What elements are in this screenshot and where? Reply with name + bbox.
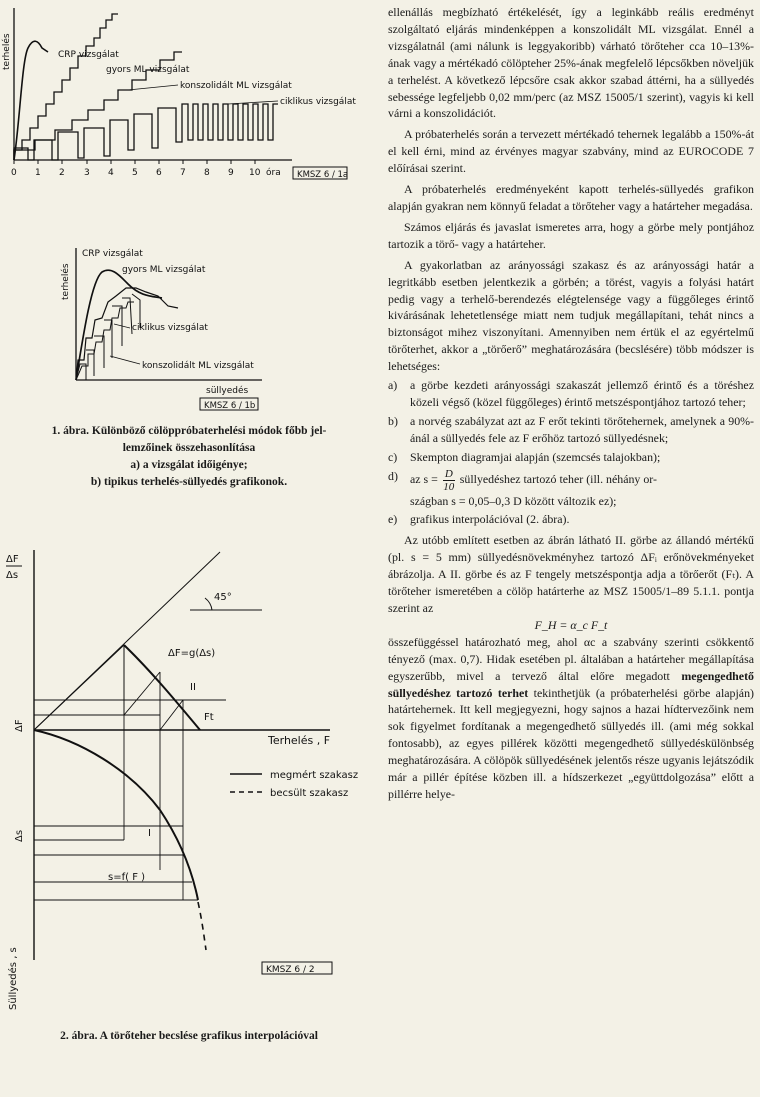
figure-1b-crp-label: CRP vizsgálat: [82, 249, 143, 259]
paragraph-3: A próbaterhelés eredményeként kapott terhelés-süllyedés grafikon alapján gyakran nem könnyű feladat a törőteher vagy a határteher megadása.: [388, 182, 754, 213]
list-item-b: [388, 413, 754, 447]
list-marker-e: e): [388, 512, 398, 527]
paragraph-6: Az utóbb említett esetben az ábrán látható II. görbe az állandó mértékű (pl. s = 5 mm) süllyedésnövekményhez tartozó ΔFᵢ erőnövekményeket ábrázolja. A II. görbe és az F tengely metszéspontja adja a törőerőt (Fₜ). A törőteher ismeretében a cölöp határterhe az MSZ 15005/1–89 5.1.1. pontja szerint az: [388, 533, 754, 615]
x-tick-8: 8: [204, 168, 210, 178]
x-tick-1: 1: [35, 168, 41, 178]
figure-1a-crp-label: CRP vizsgálat: [58, 50, 119, 60]
formula: F_H = α_c F_t: [534, 617, 608, 632]
figure-1a-konszolidalt-label: konszolidált ML vizsgálat: [180, 81, 292, 91]
list-marker-b: b): [388, 413, 398, 428]
x-tick-7: 7: [180, 168, 186, 178]
list-text-e: grafikus interpolációval (2. ábra).: [410, 512, 570, 527]
x-tick-4: 4: [108, 168, 114, 178]
paragraph-7a: összefüggéssel határozható meg, ahol αc a szabvány szerinti csökkentő tényező (max. 0,7). Hidak esetében pl. általában a határteher megállapítása egyszerűbb, mivel a tervező által előre megadott: [388, 634, 754, 683]
figure-1b-konszolidalt-label: konszolidált ML vizsgálat: [142, 361, 254, 371]
figure-2-tag: KMSZ 6 / 2: [266, 965, 315, 975]
figure-2-ylabel-num: ΔF: [6, 554, 19, 565]
list-marker-c: c): [388, 449, 398, 464]
x-tick-2: 2: [59, 168, 65, 178]
list-marker-d: d): [388, 468, 398, 483]
figure-1b-ciklikus-label: ciklikus vizsgálat: [132, 323, 208, 333]
paragraph-7-bold: megengedhető süllyedéshez tartozó terhet: [388, 668, 754, 700]
paragraph-4: Számos eljárás és javaslat ismeretes arra, hogy a görbe mely pontjához tartozik a törő- vagy a határteher.: [388, 219, 754, 251]
fraction-num: D: [444, 467, 453, 480]
list-item-e: [388, 511, 754, 528]
paragraph-7c: tekinthetjük (a próbaterhelési görbe alapján) határtehernek. Itt kell megjegyezni, hogy sajnos a hazai hídtervezőink nem sok figyelmet fordítanak a megengedhető süllyedés ill. (ami még sokkal fontosabb), az egyes pillérek közötti megengedhető süllyedéskülönbség meghatározására. A cölöpök süllyedésének jelentős része ugyanis lejátszódik már a pillér építése közben ill. a hídszerkezet „együttdolgozása” előtt a pillérre helye-: [388, 685, 754, 801]
figure-1b: [0, 240, 378, 450]
list-item-c: [388, 449, 754, 466]
figure-2-angle: 45°: [214, 592, 232, 603]
figure-1b-ylabel: terhelés: [61, 263, 71, 300]
figure-2-ft: Ft: [204, 712, 214, 723]
figure-2-xlabel: Terhelés , F: [268, 734, 331, 747]
figure-1b-gyors-label: gyors ML vizsgálat: [122, 265, 206, 275]
list-text-c: Skempton diagramjai alapján (szemcsés talajokban);: [410, 449, 661, 464]
figure-2-curve-ii: II: [190, 682, 196, 693]
figure-2-func-g: ΔF=g(Δs): [168, 648, 216, 659]
list-item-d: [388, 468, 754, 510]
figure-2-delta-f: ΔF: [14, 719, 25, 732]
list-d-post: süllyedéshez tartozó teher (ill. néhány or-: [459, 471, 657, 486]
x-tick-3: 3: [84, 168, 90, 178]
list-text-a: a görbe kezdeti arányossági szakaszát jellemző érintő és a töréshez közeli végső (közel függőleges) érintő metszéspontjához tartozó teher;: [410, 378, 754, 409]
figure-1a-gyors-label: gyors ML vizsgálat: [106, 65, 190, 75]
list-marker-a: a): [388, 378, 398, 393]
figure-2-delta-s: Δs: [14, 829, 25, 842]
paragraph-2: A próbaterhelés során a tervezett mértékadó tehernek legalább a 150%-át el kell érni, mind az érvényes magyar szabvány, mind az EUROCODE 7 előírásai szerint.: [388, 127, 754, 176]
figure-1-caption: [0, 423, 378, 491]
fraction-d-over-10: [443, 468, 455, 493]
figure-1a-ylabel: terhelés: [2, 33, 12, 70]
figure-2-ylabel-bottom: Süllyedés , s: [8, 947, 19, 1010]
text-column: [388, 4, 754, 803]
caption-1-line-4: b) tipikus terhelés-süllyedés grafikonok.: [90, 476, 288, 488]
paragraph-5: A gyakorlatban az arányossági szakasz és az arányossági határ a legritkább esetben jelentkezik a görbén; a törést, vagyis a folyási határt pedig vagy a terhelő-berendezés elégtelensége vagy a függőleges érintő kivárásának lehetetlensége miatt nem tudjuk megállapítani, tehát nincs a biztonságot mihez viszonyítani. Amennyiben nem értük el az egyértelmű törőterhet, akkor a „törőerő” meghatározására (becslésére) több módszer is lehetséges:: [388, 257, 754, 374]
figure-2-caption: 2. ábra. A törőteher becslése grafikus interpolációval: [60, 1030, 318, 1042]
caption-1-line-1: 1. ábra. Különböző cölöppróbaterhelési módok főbb jel-: [51, 425, 327, 437]
figure-1b-xlabel: süllyedés: [206, 386, 249, 396]
x-tick-10: 10: [249, 168, 261, 178]
figure-1a-tag: KMSZ 6 / 1a: [297, 170, 349, 180]
fraction-den: 10: [443, 480, 455, 493]
list-item-a: [388, 377, 754, 411]
caption-1-line-3: a) a vizsgálat időigénye;: [130, 459, 248, 471]
legend-estimated: becsült szakasz: [270, 788, 349, 799]
figure-1a-ciklikus-label: ciklikus vizsgálat: [280, 97, 356, 107]
figure-2-curve-i: I: [148, 828, 151, 839]
figure-2-ylabel-den: Δs: [6, 570, 19, 581]
x-tick-5: 5: [132, 168, 138, 178]
paragraph-7: [388, 634, 754, 803]
list-text-b: a norvég szabályzat azt az F erőt tekinti törőtehernek, amelynek a 90%-ánál a süllyedés fele az F erőhöz tartozó süllyedésnek;: [410, 413, 754, 445]
x-tick-unit: óra: [266, 168, 281, 178]
caption-1-line-2: lemzőinek összehasonlítása: [122, 442, 256, 454]
figure-1b-tag: KMSZ 6 / 1b: [204, 401, 256, 411]
x-tick-0: 0: [11, 168, 17, 178]
legend-measured: megmért szakasz: [270, 770, 359, 781]
list-d-line-2: szágban s = 0,05–0,3 D között változik ez);: [410, 493, 617, 508]
figure-1a: [0, 0, 378, 195]
x-tick-9: 9: [228, 168, 234, 178]
list-text-d: [410, 468, 754, 510]
list-d-pre: az s =: [410, 471, 438, 486]
x-tick-6: 6: [156, 168, 162, 178]
paragraph-1: ellenállás megbízható értékelését, így a leginkább reális eredményt szolgáltató eljárás mindenképpen a konszolidált ML vizsgálat. Ennél a vizsgálatnál (ami nálunk is leggyakoribb) várható törőteher cca 10–13%-ának vagy a mértékadó cölöpteher 25%-ának megfelelő lépcsőkben növeljük a terhelést. A következő lépcsőre csak akkor szabad áttérni, ha a süllyedés sebessége legfeljebb 0,02 mm/perc (az MSZ 15005/1 szerint), vagyis ki kell várni a konszolidációt.: [388, 5, 754, 121]
figure-2-func-f: s=f( F ): [108, 872, 146, 883]
figures-column: [0, 0, 378, 1097]
figure-2: [0, 540, 378, 1010]
